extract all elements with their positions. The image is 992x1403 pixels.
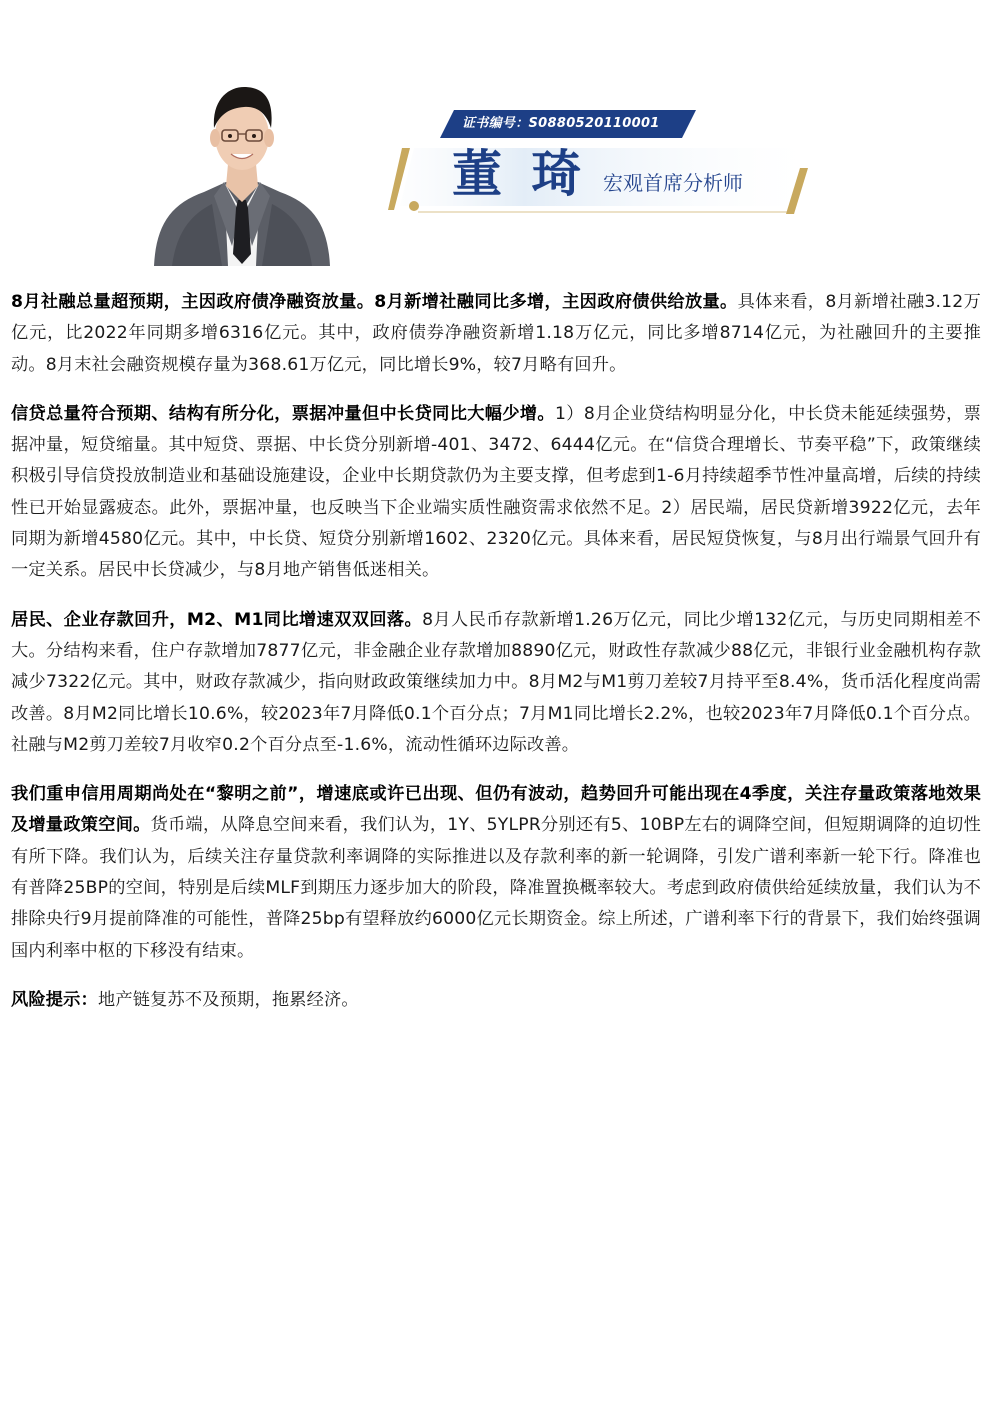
paragraph-deposits bbox=[11, 605, 981, 761]
paragraph-social-financing bbox=[11, 287, 981, 381]
paragraph-credit bbox=[11, 399, 981, 587]
paragraph-text: 地产链复苏不及预期，拖累经济。 bbox=[97, 989, 359, 1010]
paragraph-text: 8月人民币存款新增1.26万亿元，同比少增132亿元，与历史同期相差不大。分结构来看，住户存款增加7877亿元，非金融企业存款增加8890亿元，财政性存款减少88亿元，非银行业金融机构存款减少7322亿元。其中，财政存款减少，指向财政政策继续加力中。8月M2与M1剪刀差较7月持平至8.4%，货币活化程度尚需改善。8月M2同比增长10.6%，较2023年7月降低0.1个百分点；7月M1同比增长2.2%，也较2023年7月降低0.1个百分点。社融与M2剪刀差较7月收窄0.2个百分点至-1.6%，流动性循环边际改善。 bbox=[11, 609, 981, 755]
paragraph-lead: 居民、企业存款回升，M2、M1同比增速双双回落。 bbox=[11, 609, 423, 630]
analyst-portrait bbox=[152, 76, 332, 266]
name-banner bbox=[388, 140, 813, 220]
paragraph-lead: 我们重申信用周期尚处在“黎明之前”，增速底或许已出现、但仍有波动，趋势回升可能出现在4季度，关注存量政策落地效果及增量政策空间。 bbox=[11, 784, 981, 836]
paragraph-text: 具体来看，8月新增社融3.12万亿元，比2022年同期多增6316亿元。其中，政府债券净融资新增1.18万亿元，同比多增8714亿元，为社融回升的主要推动。8月末社会融资规模存量为368.61万亿元，同比增长9%，较7月略有回升。 bbox=[11, 292, 981, 375]
certificate-badge bbox=[440, 110, 696, 138]
paragraph-text: 1）8月企业贷结构明显分化，中长贷未能延续强势，票据冲量，短贷缩量。其中短贷、票据、中长贷分别新增-401、3472、6444亿元。在“信贷合理增长、节奏平稳”下，政策继续积极引导信贷投放制造业和基础设施建设，企业中长期贷款仍为主要支撑，但考虑到1-6月持续超季节性冲量高增，后续的持续性已开始显露疲态。此外，票据冲量，也反映当下企业端实质性融资需求依然不足。2）居民端，居民贷新增3922亿元，去年同期为新增4580亿元。其中，中长贷、短贷分别新增1602、2320亿元。具体来看，居民短贷恢复，与8月出行端景气回升有一定关系。居民中长贷减少，与8月地产销售低迷相关。 bbox=[11, 403, 982, 581]
certificate-number: 证书编号：S0880520110001 bbox=[462, 116, 660, 131]
analyst-header bbox=[0, 0, 992, 280]
paragraph-lead: 风险提示： bbox=[11, 989, 98, 1010]
report-body bbox=[11, 287, 981, 1034]
paragraph-lead: 8月社融总量超预期，主因政府债净融资放量。8月新增社融同比多增，主因政府债供给放量。 bbox=[11, 292, 738, 312]
paragraph-text: 货币端，从降息空间来看，我们认为，1Y、5YLPR分别还有5、10BP左右的调降空间，但短期调降的迫切性有所下降。我们认为，后续关注存量贷款利率调降的实际推进以及存款利率的新一轮调降，引发广谱利率新一轮下行。降准也有普降25BP的空间，特别是后续MLF到期压力逐步加大的阶段，降准置换概率较大。考虑到政府债供给延续放量，我们认为不排除央行9月提前降准的可能性，普降25bp有望释放约6000亿元长期资金。综上所述，广谱利率下行的背景下，我们始终强调国内利率中枢的下移没有结束。 bbox=[11, 815, 981, 961]
paragraph-risk-warning bbox=[11, 985, 981, 1016]
analyst-title: 宏观首席分析师 bbox=[603, 171, 743, 195]
paragraph-lead: 信贷总量符合预期、结构有所分化，票据冲量但中长贷同比大幅少增。 bbox=[11, 403, 555, 424]
analyst-name: 董 琦 bbox=[452, 144, 588, 203]
paragraph-outlook bbox=[11, 779, 981, 967]
